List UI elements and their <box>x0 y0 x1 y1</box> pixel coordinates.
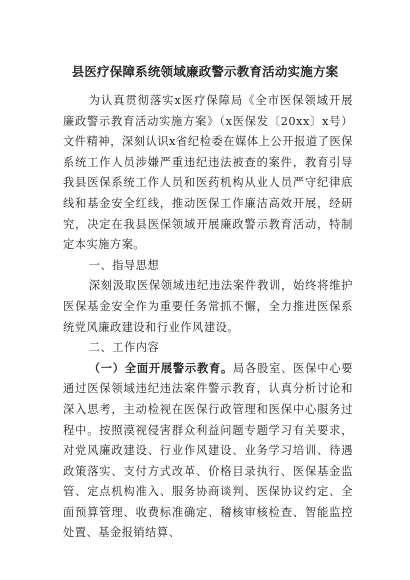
item-title-warning-education: （一）全面开展警示教育。 <box>88 361 234 375</box>
section-heading-guiding-ideology: 一、指导思想 <box>88 258 160 272</box>
document-title: 县医疗保障系统领域廉政警示教育活动实施方案 <box>71 64 339 79</box>
item-text-warning-education: 局各股室、医保中心要通过医保领域违纪违法案件警示教育，认真分析讨论和深入思考，主动检视在医保行政管理和医保中心服务过程中。按照漠视侵害群众利益问题专题学习有关要求，对党风廉政建设、行业作风建设、业务学习培训、待遇政策落实、支付方式改革、价格目录执行、医保基金监管、定点机构准入、服务协商谈判、医保协议约定、全面预算管理、收费标准确定、稽核审核检查、智能监控处置、基金报销结算、 <box>63 361 353 540</box>
work-content-paragraph <box>63 359 353 544</box>
intro-paragraph: 为认真贯彻落实x医疗保障局《全市医保领域开展廉政警示教育活动实施方案》（x医保发〔20xx〕x号）文件精神，深刻认识x省纪检委在媒体上公开报道了医保系统工作人员涉嫌严重违纪违法被查的案件，教育引导我县医保系统工作人员和医药机构从业人员严守纪律底线和基金安全红线，推动医保工作廉洁高效开展，经研究，决定在我县医保领域开展廉政警示教育活动，特制定本实施方案。 <box>63 94 353 252</box>
guiding-ideology-paragraph: 深刻汲取医保领域违纪违法案件教训，始终将维护医保基金安全作为重要任务常抓不懈，全力推进医保系统党风廉政建设和行业作风建设。 <box>63 279 353 334</box>
section-heading-work-content: 二、工作内容 <box>88 341 160 355</box>
document-body <box>63 91 353 544</box>
